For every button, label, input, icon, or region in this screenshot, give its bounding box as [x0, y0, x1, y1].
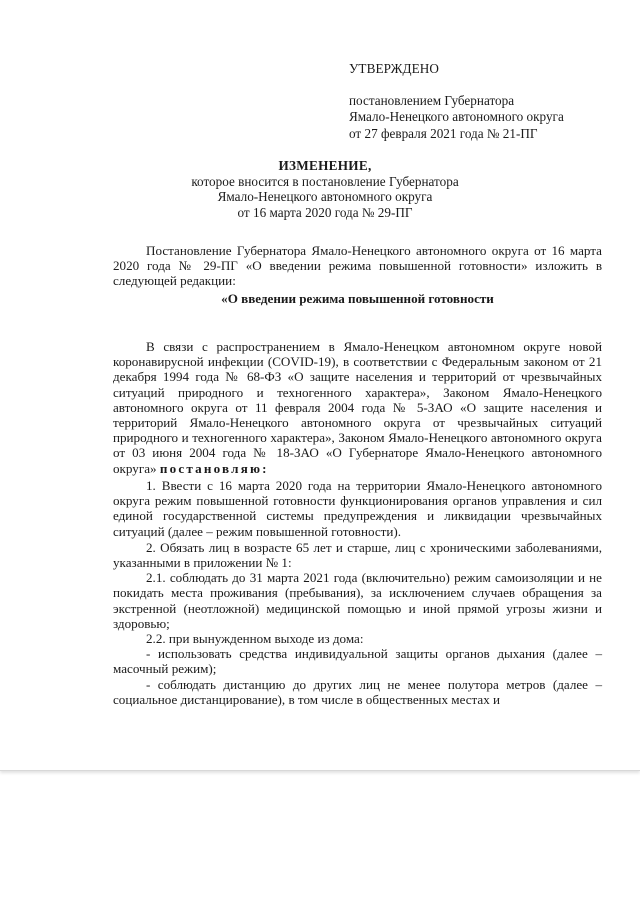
items-block	[113, 478, 602, 707]
heading-line-3: от 16 марта 2020 года № 29-ПГ	[237, 204, 413, 220]
approval-line-3: от 27 февраля 2021 года № 21-ПГ	[349, 125, 538, 141]
approval-stamp: УТВЕРЖДЕНО	[349, 61, 440, 76]
item-2-2-mask: - использовать средства индивидуальной защиты органов дыхания (далее – масочный режим);	[113, 646, 602, 677]
heading-line-2: Ямало-Ненецкого автономного округа	[217, 189, 433, 204]
preamble-block	[113, 339, 602, 476]
approval-stamp-block	[349, 61, 564, 142]
preamble-paragraph	[113, 339, 602, 476]
item-1: 1. Ввести с 16 марта 2020 года на территории Ямало-Ненецкого автономного округа режим повышенной готовности функционирования органов управления и сил единой государственной системы предупреждения и ликвидации чрезвычайных ситуаций (далее – режим повышенной готовности).	[113, 478, 602, 539]
document-heading	[80, 158, 570, 220]
new-resolution-title: «О введении режима повышенной готовности	[221, 291, 494, 306]
heading-line-1: которое вносится в постановление Губернатора	[191, 173, 459, 189]
item-2-2: 2.2. при вынужденном выходе из дома:	[146, 631, 364, 647]
document-title: ИЗМЕНЕНИЕ,	[278, 158, 372, 173]
item-2: 2. Обязать лиц в возрасте 65 лет и старше, лиц с хроническими заболеваниями, указанными в приложении № 1:	[113, 539, 602, 571]
item-2-1: 2.1. соблюдать до 31 марта 2021 года (включительно) режим самоизоляции и не покидать места проживания (пребывания), за исключением случаев обращения за экстренной (неотложной) медицинской помощью и иной прямой угрозы жизни и здоровью;	[113, 570, 602, 631]
intro-paragraph: Постановление Губернатора Ямало-Ненецкого автономного округа от 16 марта 2020 года № 29-ПГ «О введении режима повышенной готовности» изложить в следующей редакции:	[113, 243, 602, 289]
preamble-text: В связи с распространением в Ямало-Ненецком автономном округе новой коронавирусной инфекции (COVID-19), в соответствии с Федеральным законом от 21 декабря 1994 года № 68-ФЗ «О защите населения и территорий от чрезвычайных ситуаций природного и техногенного характера», Законом Ямало-Ненецкого автономного округа от 11 февраля 2004 года № 5-ЗАО «О защите населения и территорий Ямало-Ненецкого автономного округа от чрезвычайных ситуаций природного и техногенного характера», Законом Ямало-Ненецкого автономного округа от 03 июня 2004 года № 18-ЗАО «О Губернаторе Ямало-Ненецкого автономного округа»	[113, 339, 602, 476]
approval-line-1: постановлением Губернатора	[349, 92, 515, 108]
intro-paragraph-block	[113, 243, 602, 289]
approval-line-2: Ямало-Ненецкого автономного округа	[349, 109, 564, 124]
item-2-2-distance: - соблюдать дистанцию до других лиц не менее полутора метров (далее – социальное дистанцирование), в том числе в общественных местах и	[113, 676, 602, 707]
resolve-word: постановляю:	[159, 460, 269, 476]
